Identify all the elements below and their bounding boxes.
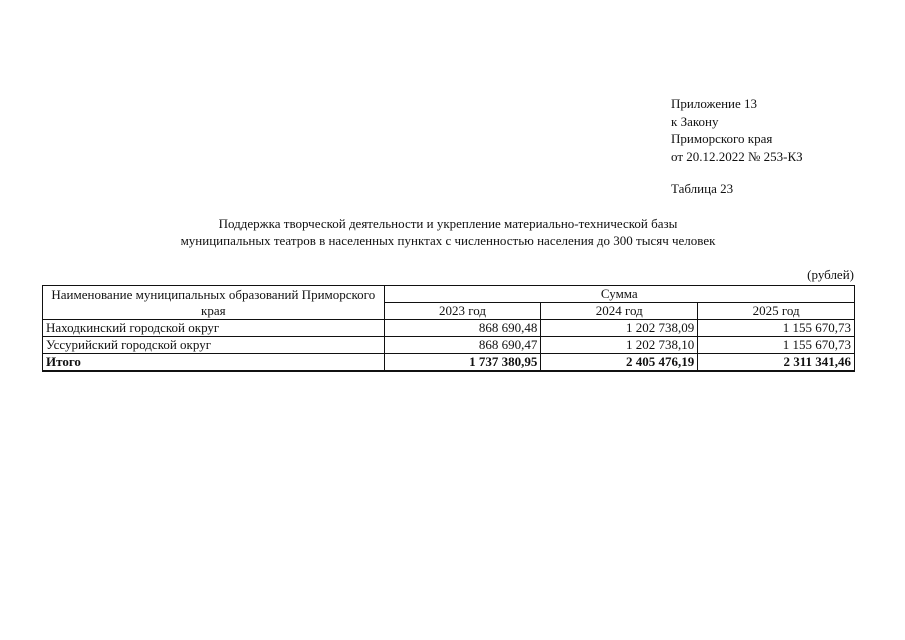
units-label: (рублей) — [807, 267, 854, 282]
row-name: Уссурийский городской округ — [43, 337, 385, 354]
funding-table — [42, 285, 855, 372]
document-title-line-2: муниципальных театров в населенных пунктах с численностью населения до 300 тысяч человек — [180, 233, 716, 248]
total-label: Итого — [43, 354, 385, 372]
appendix-block — [671, 95, 803, 165]
document-title — [42, 215, 854, 249]
row-name: Находкинский городской округ — [43, 320, 385, 337]
total-value-2024: 2 405 476,19 — [541, 354, 698, 372]
row-value-2024: 1 202 738,09 — [541, 320, 698, 337]
total-row — [43, 354, 855, 372]
header-year-2025: 2025 год — [698, 303, 855, 320]
row-value-2024: 1 202 738,10 — [541, 337, 698, 354]
row-value-2023: 868 690,48 — [384, 320, 541, 337]
header-year-2024: 2024 год — [541, 303, 698, 320]
document-title-line-1: Поддержка творческой деятельности и укрепление материально-технической базы — [218, 216, 678, 231]
appendix-line-4: от 20.12.2022 № 253-КЗ — [671, 148, 803, 164]
row-value-2025: 1 155 670,73 — [698, 320, 855, 337]
header-year-2023: 2023 год — [384, 303, 541, 320]
table-row — [43, 337, 855, 354]
table-number: Таблица 23 — [671, 181, 734, 196]
appendix-line-3: Приморского края — [671, 131, 773, 146]
table-row — [43, 320, 855, 337]
header-sum: Сумма — [384, 286, 854, 303]
header-name: Наименование муниципальных образований Приморского края — [43, 286, 385, 320]
appendix-line-1: Приложение 13 — [671, 96, 758, 111]
table-header-row — [43, 286, 855, 303]
row-value-2023: 868 690,47 — [384, 337, 541, 354]
total-value-2025: 2 311 341,46 — [698, 354, 855, 372]
total-value-2023: 1 737 380,95 — [384, 354, 541, 372]
row-value-2025: 1 155 670,73 — [698, 337, 855, 354]
appendix-line-2: к Закону — [671, 113, 719, 129]
